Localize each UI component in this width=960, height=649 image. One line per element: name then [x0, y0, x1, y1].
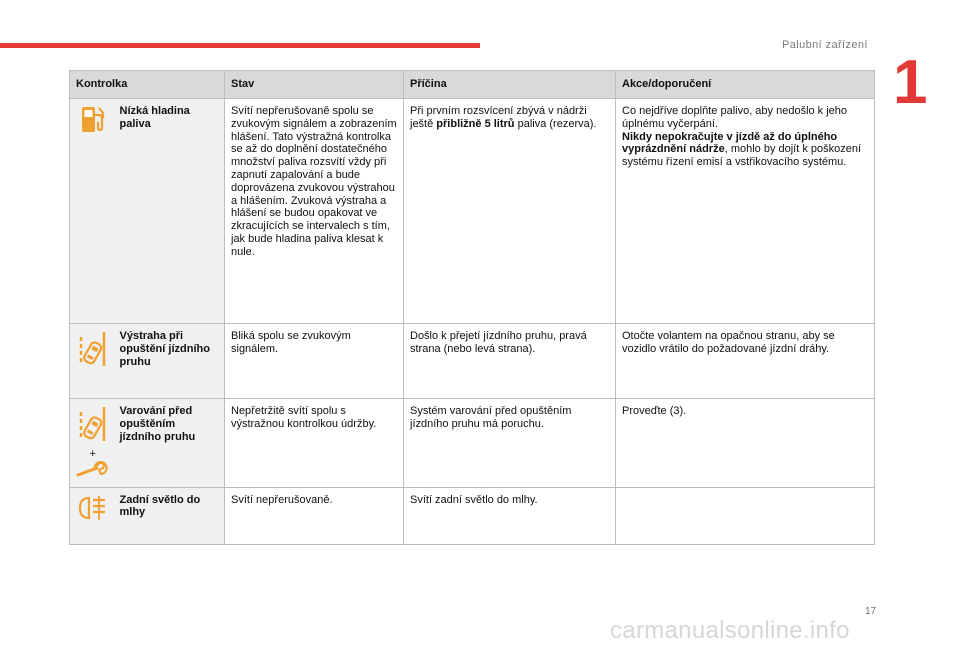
state-cell: Bliká spolu se zvukovým signálem. [225, 324, 404, 399]
warning-light-name: Varování před opuštěním jízdního pruhu [116, 399, 225, 488]
action-cell [616, 487, 875, 544]
table-row [70, 324, 875, 399]
column-header-state: Stav [225, 71, 404, 99]
state-cell: Svítí nepřerušovaně spolu se zvukovým signálem a zobrazením hlášení. Tato výstražná kontrolka se až do doplnění dostatečného množství paliva rozsvítí vždy při zapnutí zapalování a bude doprovázena zvukovou výstrahou a hlášením. Zvuková výstraha a hlášení se budou opakovat ve zkracujících se intervalech s tím, jak bude hladina paliva klesat k nule. [225, 99, 404, 324]
warning-light-name: Výstraha při opuštění jízdního pruhu [116, 324, 225, 399]
warning-lights-table [69, 70, 875, 545]
header-accent-bar [0, 43, 480, 48]
column-header-cause: Příčina [404, 71, 616, 99]
fuel-pump-icon [78, 104, 108, 140]
state-cell: Nepřetržitě svítí spolu s výstražnou kontrolkou údržby. [225, 399, 404, 488]
lane-departure-icon [76, 329, 110, 373]
section-title: Palubní zařízení [782, 39, 868, 51]
wrench-icon [75, 460, 111, 482]
warning-light-name: Zadní světlo do mlhy [116, 487, 225, 544]
cause-cell: Došlo k přejetí jízdního pruhu, pravá strana (nebo levá strana). [404, 324, 616, 399]
table-header-row [70, 71, 875, 99]
cause-cell: Svítí zadní světlo do mlhy. [404, 487, 616, 544]
table-row [70, 399, 875, 488]
chapter-number: 1 [893, 48, 928, 117]
rear-fog-light-icon [76, 493, 110, 527]
cause-cell: Systém varování před opuštěním jízdního pruhu má poruchu. [404, 399, 616, 488]
action-cell: Otočte volantem na opačnou stranu, aby se vozidlo vrátilo do požadované jízdní dráhy. [616, 324, 875, 399]
column-header-warning-light: Kontrolka [70, 71, 225, 99]
cause-cell: Při prvním rozsvícení zbývá v nádrži ještě přibližně 5 litrů paliva (rezerva). [404, 99, 616, 324]
watermark: carmanualsonline.info [610, 617, 850, 644]
table-row [70, 487, 875, 544]
table-row [70, 99, 875, 324]
page-number: 17 [865, 606, 877, 617]
warning-light-name: Nízká hladina paliva [116, 99, 225, 324]
state-cell: Svítí nepřerušovaně. [225, 487, 404, 544]
lane-departure-fault-icon [76, 404, 110, 448]
action-cell: Proveďte (3). [616, 399, 875, 488]
action-cell: Co nejdříve doplňte palivo, aby nedošlo k jeho úplnému vyčerpání. Nikdy nepokračujte v jízdě až do úplného vyprázdnění nádrže, mohlo by dojít k poškození systému řízení emisí a vstřikovacího systému. [616, 99, 875, 324]
column-header-action: Akce/doporučení [616, 71, 875, 99]
plus-sign: + [89, 447, 96, 460]
